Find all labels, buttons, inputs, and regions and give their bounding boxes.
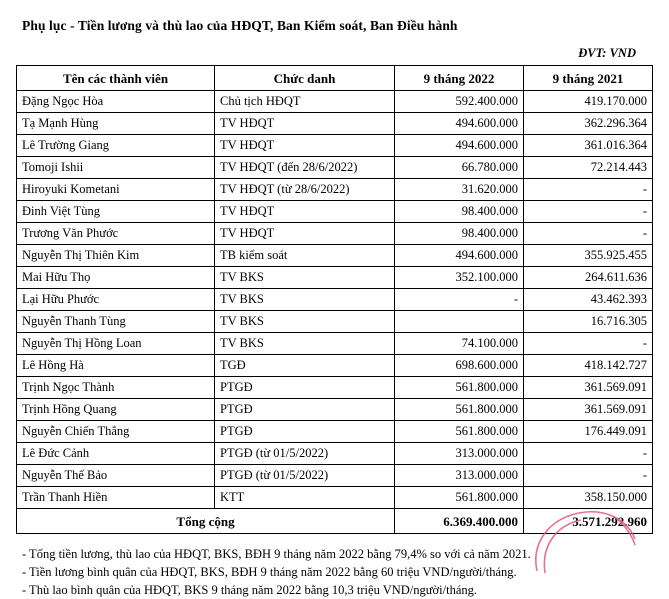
note-item: - Tổng tiền lương, thù lao của HĐQT, BKS, BĐH 9 tháng năm 2022 bằng 79,4% so với cả năm 2021. (22, 547, 531, 561)
member-role: TGĐ (215, 355, 395, 377)
total-label: Tổng cộng (17, 509, 395, 534)
value-2022: 98.400.000 (395, 201, 524, 223)
value-2022: 98.400.000 (395, 223, 524, 245)
table-row (17, 91, 653, 113)
member-name: Đinh Việt Tùng (17, 201, 215, 223)
value-2022: 592.400.000 (395, 91, 524, 113)
member-name: Trịnh Ngọc Thành (17, 377, 215, 399)
value-2021: - (524, 465, 653, 487)
value-2022: 494.600.000 (395, 245, 524, 267)
value-2022: 352.100.000 (395, 267, 524, 289)
member-role: TB kiểm soát (215, 245, 395, 267)
notes-section (22, 545, 669, 599)
table-row (17, 421, 653, 443)
value-2021: 43.462.393 (524, 289, 653, 311)
member-name: Trần Thanh Hiền (17, 487, 215, 509)
member-name: Trương Văn Phước (17, 223, 215, 245)
member-role: TV BKS (215, 289, 395, 311)
member-name: Nguyễn Thanh Tùng (17, 311, 215, 333)
member-name: Lê Hồng Hà (17, 355, 215, 377)
table-row (17, 311, 653, 333)
table-row (17, 157, 653, 179)
table-row (17, 245, 653, 267)
value-2021: 361.016.364 (524, 135, 653, 157)
table-row (17, 487, 653, 509)
value-2022: 313.000.000 (395, 465, 524, 487)
member-role: PTGĐ (từ 01/5/2022) (215, 443, 395, 465)
note-item: - Tiền lương bình quân của HĐQT, BKS, BĐH 9 tháng năm 2022 bằng 60 triệu VND/người/tháng. (22, 565, 517, 579)
table-row (17, 399, 653, 421)
value-2022: 561.800.000 (395, 399, 524, 421)
value-2022: 74.100.000 (395, 333, 524, 355)
value-2021: - (524, 179, 653, 201)
table-row (17, 135, 653, 157)
value-2022: 313.000.000 (395, 443, 524, 465)
value-2021: 355.925.455 (524, 245, 653, 267)
member-name: Lại Hữu Phước (17, 289, 215, 311)
value-2022: 561.800.000 (395, 421, 524, 443)
member-role: TV HĐQT (215, 201, 395, 223)
table-row (17, 465, 653, 487)
value-2022: 561.800.000 (395, 487, 524, 509)
table-row (17, 355, 653, 377)
value-2021: 72.214.443 (524, 157, 653, 179)
value-2021: 361.569.091 (524, 399, 653, 421)
member-name: Nguyễn Thế Bảo (17, 465, 215, 487)
member-name: Mai Hữu Thọ (17, 267, 215, 289)
member-role: KTT (215, 487, 395, 509)
value-2022: 494.600.000 (395, 113, 524, 135)
column-header-2021: 9 tháng 2021 (524, 66, 653, 91)
member-name: Lê Đức Cảnh (17, 443, 215, 465)
page-title: Phụ lục - Tiền lương và thù lao của HĐQT, Ban Kiểm soát, Ban Điều hành (22, 18, 458, 33)
total-2021: 3.571.292.960 (524, 509, 653, 534)
table-row (17, 113, 653, 135)
table-row (17, 333, 653, 355)
member-name: Trịnh Hồng Quang (17, 399, 215, 421)
column-header-role: Chức danh (215, 66, 395, 91)
member-name: Lê Trường Giang (17, 135, 215, 157)
salary-table-body (17, 91, 653, 534)
table-row (17, 223, 653, 245)
table-row (17, 377, 653, 399)
member-name: Tạ Mạnh Hùng (17, 113, 215, 135)
member-role: TV HĐQT (215, 135, 395, 157)
currency-unit-note: ĐVT: VND (578, 46, 636, 60)
value-2021: - (524, 201, 653, 223)
table-row (17, 201, 653, 223)
member-role: TV HĐQT (đến 28/6/2022) (215, 157, 395, 179)
member-role: PTGĐ (215, 399, 395, 421)
value-2021: 419.170.000 (524, 91, 653, 113)
member-role: PTGĐ (215, 377, 395, 399)
value-2021: - (524, 223, 653, 245)
value-2021: 418.142.727 (524, 355, 653, 377)
document-page (0, 18, 669, 597)
value-2021: - (524, 333, 653, 355)
value-2021: 264.611.636 (524, 267, 653, 289)
member-role: TV HĐQT (từ 28/6/2022) (215, 179, 395, 201)
value-2022 (395, 311, 524, 333)
value-2022: 561.800.000 (395, 377, 524, 399)
member-name: Hiroyuki Kometani (17, 179, 215, 201)
value-2022: - (395, 289, 524, 311)
member-name: Nguyễn Chiến Thắng (17, 421, 215, 443)
member-role: TV HĐQT (215, 223, 395, 245)
total-2022: 6.369.400.000 (395, 509, 524, 534)
table-row (17, 267, 653, 289)
table-header-row (17, 66, 653, 91)
note-item: - Thù lao bình quân của HĐQT, BKS 9 tháng năm 2022 bằng 10,3 triệu VND/người/tháng. (22, 583, 477, 597)
member-role: TV BKS (215, 267, 395, 289)
value-2021: - (524, 443, 653, 465)
value-2022: 494.600.000 (395, 135, 524, 157)
member-name: Nguyễn Thị Hồng Loan (17, 333, 215, 355)
column-header-name: Tên các thành viên (17, 66, 215, 91)
value-2021: 358.150.000 (524, 487, 653, 509)
salary-table (16, 65, 653, 534)
table-row (17, 289, 653, 311)
column-header-2022: 9 tháng 2022 (395, 66, 524, 91)
table-total-row (17, 509, 653, 534)
member-role: PTGĐ (từ 01/5/2022) (215, 465, 395, 487)
member-role: TV BKS (215, 333, 395, 355)
member-role: Chủ tịch HĐQT (215, 91, 395, 113)
member-name: Tomoji Ishii (17, 157, 215, 179)
table-row (17, 179, 653, 201)
value-2022: 66.780.000 (395, 157, 524, 179)
member-role: PTGĐ (215, 421, 395, 443)
member-name: Nguyễn Thị Thiên Kim (17, 245, 215, 267)
value-2021: 362.296.364 (524, 113, 653, 135)
value-2021: 176.449.091 (524, 421, 653, 443)
value-2022: 31.620.000 (395, 179, 524, 201)
value-2021: 16.716.305 (524, 311, 653, 333)
table-row (17, 443, 653, 465)
value-2022: 698.600.000 (395, 355, 524, 377)
member-name: Đặng Ngọc Hòa (17, 91, 215, 113)
member-role: TV HĐQT (215, 113, 395, 135)
value-2021: 361.569.091 (524, 377, 653, 399)
member-role: TV BKS (215, 311, 395, 333)
